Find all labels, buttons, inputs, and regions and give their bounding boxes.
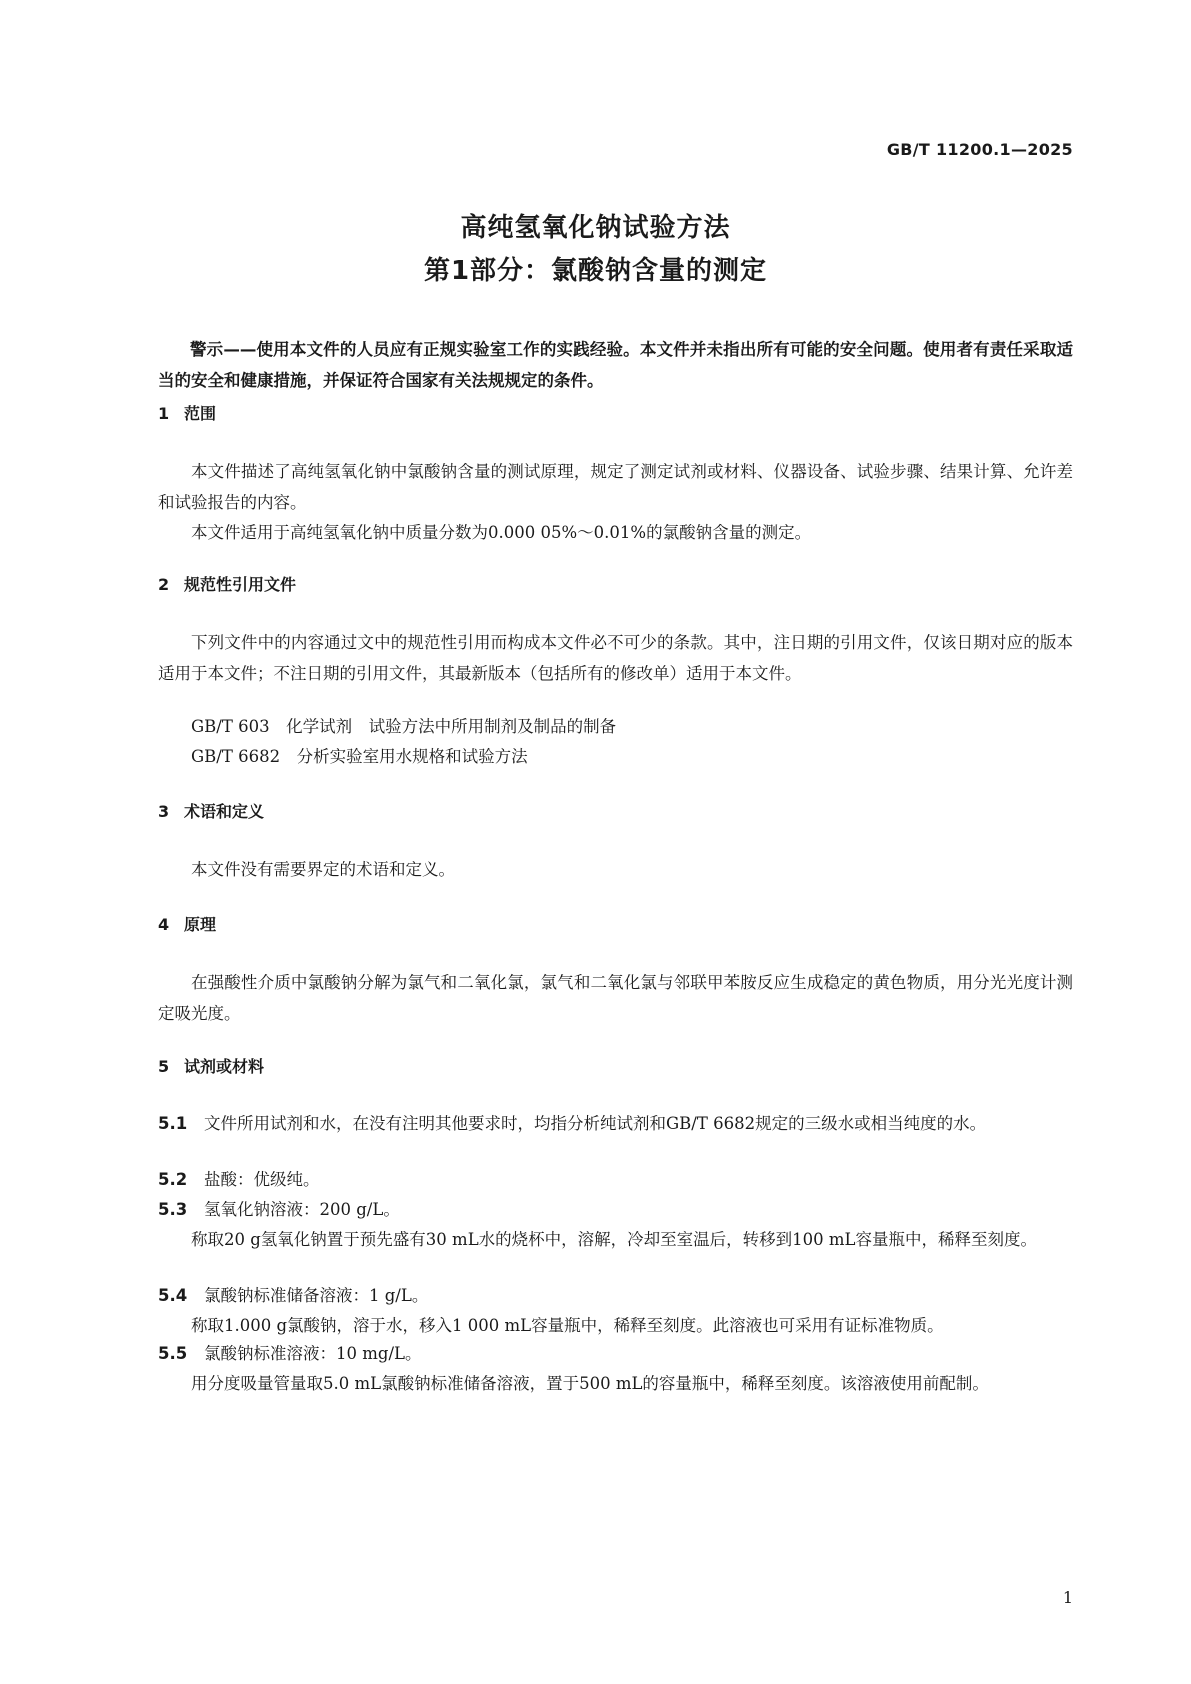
standard-number: GB/T 11200.1—2025 (886, 140, 1073, 159)
clause-number: 5.3 (158, 1200, 188, 1219)
clause-5-4-description: 称取1.000 g氯酸钠，溶于水，移入1 000 mL容量瓶中，稀释至刻度。此溶液也可采用有证标准物质。 (191, 1316, 944, 1335)
section-number: 5 (158, 1057, 170, 1076)
clause-number: 5.1 (158, 1114, 188, 1133)
clause-5-3 (158, 1194, 1073, 1225)
page-number: 1 (1062, 1588, 1073, 1607)
section-number: 3 (158, 802, 170, 821)
section-title: 范围 (184, 404, 217, 423)
clause-5-1 (158, 1108, 1073, 1139)
section-2-heading (158, 572, 296, 595)
clause-text: 文件所用试剂和水，在没有注明其他要求时，均指分析纯试剂和GB/T 6682规定的三级水或相当纯度的水。 (204, 1114, 987, 1133)
section-4-paragraph-1: 在强酸性介质中氯酸钠分解为氯气和二氧化氯，氯气和二氧化氯与邻联甲苯胺反应生成稳定的黄色物质，用分光光度计测定吸光度。 (158, 973, 1073, 1023)
section-title: 原理 (184, 915, 217, 934)
clause-5-5-description: 用分度吸量管量取5.0 mL氯酸钠标准储备溶液，置于500 mL的容量瓶中，稀释至刻度。该溶液使用前配制。 (191, 1374, 989, 1393)
clause-text: 氯酸钠标准储备溶液：1 g/L。 (204, 1286, 429, 1305)
clause-5-3-description: 称取20 g氢氧化钠置于预先盛有30 mL水的烧杯中，溶解，冷却至室温后，转移到100 mL容量瓶中，稀释至刻度。 (191, 1230, 1037, 1249)
clause-5-2 (158, 1164, 1073, 1195)
normative-reference: GB/T 6682 分析实验室用水规格和试验方法 (191, 747, 528, 766)
document-subtitle: 第1部分：氯酸钠含量的测定 (423, 256, 768, 286)
section-3-paragraph-1: 本文件没有需要界定的术语和定义。 (191, 860, 455, 879)
warning-notice: 警示——使用本文件的人员应有正规实验室工作的实践经验。本文件并未指出所有可能的安全问题。使用者有责任采取适当的安全和健康措施，并保证符合国家有关法规规定的条件。 (158, 340, 1073, 390)
document-title: 高纯氢氧化钠试验方法 (460, 213, 731, 243)
section-title: 试剂或材料 (184, 1057, 265, 1076)
section-1-paragraph-2: 本文件适用于高纯氢氧化钠中质量分数为0.000 05%～0.01%的氯酸钠含量的测定。 (191, 523, 812, 542)
section-5-heading (158, 1054, 264, 1077)
section-number: 4 (158, 915, 170, 934)
section-title: 规范性引用文件 (184, 575, 297, 594)
section-1-paragraph-1: 本文件描述了高纯氢氧化钠中氯酸钠含量的测试原理，规定了测定试剂或材料、仪器设备、试验步骤、结果计算、允许差和试验报告的内容。 (158, 462, 1073, 512)
clause-number: 5.2 (158, 1170, 188, 1189)
clause-text: 盐酸：优级纯。 (204, 1170, 320, 1189)
section-4-heading (158, 912, 216, 935)
section-number: 2 (158, 575, 170, 594)
clause-number: 5.5 (158, 1344, 188, 1363)
clause-number: 5.4 (158, 1286, 188, 1305)
clause-5-5 (158, 1338, 1073, 1369)
section-title: 术语和定义 (184, 802, 265, 821)
clause-5-4 (158, 1280, 1073, 1311)
clause-text: 氯酸钠标准溶液：10 mg/L。 (204, 1344, 422, 1363)
section-3-heading (158, 799, 264, 822)
section-number: 1 (158, 404, 170, 423)
normative-reference: GB/T 603 化学试剂 试验方法中所用制剂及制品的制备 (191, 717, 617, 736)
clause-text: 氢氧化钠溶液：200 g/L。 (204, 1200, 400, 1219)
section-2-paragraph-1: 下列文件中的内容通过文中的规范性引用而构成本文件必不可少的条款。其中，注日期的引用文件，仅该日期对应的版本适用于本文件；不注日期的引用文件，其最新版本（包括所有的修改单）适用于本文件。 (158, 633, 1073, 683)
section-1-heading (158, 401, 216, 424)
